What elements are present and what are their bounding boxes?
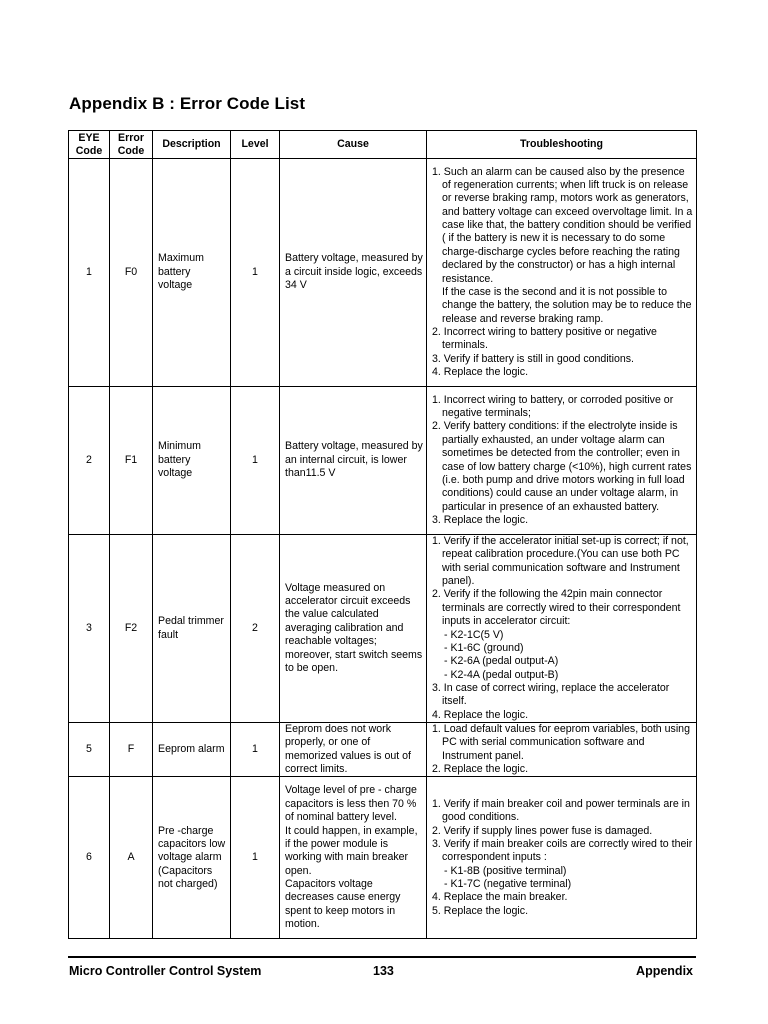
troubleshooting-list <box>432 535 693 722</box>
troubleshooting-list <box>432 166 693 380</box>
troubleshooting-step <box>432 514 693 527</box>
troubleshooting-cell <box>427 723 697 777</box>
table-row <box>69 777 697 939</box>
step-text: Verify if battery is still in good conditions. <box>443 352 634 365</box>
troubleshooting-list <box>432 394 693 527</box>
error-code-table <box>68 130 697 939</box>
troubleshooting-step <box>432 763 693 776</box>
step-text: Such an alarm can be caused also by the presence of regeneration currents; when lift truck is on release or reverse braking ramp, motors work as generators, and battery voltage can exceed overvoltage limit. In a case like that, the battery condition should be verified ( if the battery is new it is necessary to do some charge-discharge cycles before reaching the rating declared by the constructor) or has a high internal resistance. <box>442 165 693 285</box>
table-row <box>69 387 697 535</box>
error-code-cell: F <box>110 723 153 777</box>
step-text: Replace the logic. <box>443 513 529 526</box>
step-text: In case of correct wiring, replace the accelerator itself. <box>442 681 670 708</box>
step-number: 2. <box>432 420 441 433</box>
level-cell: 1 <box>231 387 280 535</box>
step-number: 2. <box>432 588 441 601</box>
troubleshooting-step <box>432 905 693 918</box>
step-text: Incorrect wiring to battery positive or negative terminals. <box>442 325 657 352</box>
step-text: Replace the logic. <box>443 763 529 776</box>
troubleshooting-cell <box>427 159 697 387</box>
level-cell: 1 <box>231 777 280 939</box>
step-number: 4. <box>432 365 441 378</box>
step-text: Replace the main breaker. <box>443 891 568 904</box>
step-text: Replace the logic. <box>443 904 529 917</box>
terminal-item: - K2-4A (pedal output-B) <box>444 668 559 681</box>
footer-section-name: Appendix <box>636 964 693 978</box>
page-title: Appendix B : Error Code List <box>69 94 306 113</box>
step-number: 2. <box>432 763 441 776</box>
error-code-cell: F0 <box>110 159 153 387</box>
step-text: Verify if main breaker coil and power terminals are in good conditions. <box>442 797 690 824</box>
step-number: 3. <box>432 513 441 526</box>
step-text: Verify battery conditions: if the electrolyte inside is partially exhausted, an under voltage alarm can sometimes be detected from the controller; even in case of low battery charge (<10%), high current rates (i.e. both pump and drive motors working in full load conditions) could cause an under voltage alarm, in particular in presence of an exhausted battery. <box>442 420 692 513</box>
column-header-description: Description <box>153 131 231 159</box>
footer-divider <box>68 956 696 958</box>
column-header-error-code: Error Code <box>110 131 153 159</box>
terminal-item: - K1-8B (positive terminal) <box>444 864 567 877</box>
step-number: 1. <box>432 797 441 810</box>
troubleshooting-list <box>432 723 693 776</box>
troubleshooting-cell <box>427 777 697 939</box>
step-continuation: If the case is the second and it is not possible to change the battery, the solution may be to reduce the release and reverse braking ramp. <box>442 285 692 325</box>
troubleshooting-step <box>432 838 693 891</box>
step-number: 1. <box>432 393 441 406</box>
troubleshooting-step <box>432 420 693 513</box>
troubleshooting-step <box>432 798 693 825</box>
step-text: Load default values for eeprom variables, both using PC with serial communication software and Instrument panel. <box>442 723 690 762</box>
step-text: Verify if supply lines power fuse is damaged. <box>443 824 653 837</box>
level-cell: 1 <box>231 723 280 777</box>
description-cell: Eeprom alarm <box>153 723 231 777</box>
cause-cell: Voltage measured on accelerator circuit exceeds the value calculated averaging calibration and reachable voltages; moreover, start switch seems to be open. <box>280 535 427 723</box>
cause-cell: Voltage level of pre - charge capacitors is less then 70 % of nominal battery level. It could happen, in example, if the power module is working with main breaker open. Capacitors voltage decreases cause energy spent to keep motors in motion. <box>280 777 427 939</box>
troubleshooting-step <box>432 394 693 421</box>
column-header-cause: Cause <box>280 131 427 159</box>
cause-cell: Battery voltage, measured by an internal circuit, is lower than11.5 V <box>280 387 427 535</box>
table-row <box>69 159 697 387</box>
troubleshooting-step <box>432 588 693 681</box>
step-text: Replace the logic. <box>443 708 529 721</box>
troubleshooting-step <box>432 682 693 709</box>
step-number: 1. <box>432 165 441 178</box>
troubleshooting-step <box>432 353 693 366</box>
troubleshooting-step <box>432 891 693 904</box>
step-text: Incorrect wiring to battery, or corroded positive or negative terminals; <box>442 393 674 420</box>
eye-code-cell: 1 <box>69 159 110 387</box>
step-number: 1. <box>432 535 441 548</box>
eye-code-cell: 2 <box>69 387 110 535</box>
step-text: Verify if the accelerator initial set-up is correct; if not, repeat calibration procedure.(You can use both PC with serial communication software and Instrument panel). <box>442 535 689 588</box>
table-row <box>69 723 697 777</box>
column-header-level: Level <box>231 131 280 159</box>
troubleshooting-cell <box>427 387 697 535</box>
level-cell: 1 <box>231 159 280 387</box>
description-cell: Maximum battery voltage <box>153 159 231 387</box>
step-number: 4. <box>432 708 441 721</box>
footer-document-title: Micro Controller Control System <box>69 964 262 978</box>
level-cell: 2 <box>231 535 280 723</box>
column-header-eye-code: EYE Code <box>69 131 110 159</box>
troubleshooting-cell <box>427 535 697 723</box>
troubleshooting-step <box>432 326 693 353</box>
terminal-item: - K1-7C (negative terminal) <box>444 877 572 890</box>
step-number: 3. <box>432 352 441 365</box>
step-number: 3. <box>432 681 441 694</box>
error-code-cell: F1 <box>110 387 153 535</box>
terminal-item: - K1-6C (ground) <box>444 641 524 654</box>
step-text: Verify if the following the 42pin main connector terminals are correctly wired to their correspondent inputs in accelerator circuit: <box>442 588 681 628</box>
cause-cell: Eeprom does not work properly, or one of memorized values is out of correct limits. <box>280 723 427 777</box>
error-code-cell: F2 <box>110 535 153 723</box>
troubleshooting-step <box>432 825 693 838</box>
cause-cell: Battery voltage, measured by a circuit inside logic, exceeds 34 V <box>280 159 427 387</box>
table-row <box>69 535 697 723</box>
eye-code-cell: 6 <box>69 777 110 939</box>
error-code-cell: A <box>110 777 153 939</box>
troubleshooting-step <box>432 366 693 379</box>
eye-code-cell: 3 <box>69 535 110 723</box>
terminal-item: - K2-6A (pedal output-A) <box>444 655 559 668</box>
table-header-row <box>69 131 697 159</box>
step-text: Replace the logic. <box>443 365 529 378</box>
step-number: 5. <box>432 904 441 917</box>
troubleshooting-step <box>432 709 693 722</box>
eye-code-cell: 5 <box>69 723 110 777</box>
description-cell: Pedal trimmer fault <box>153 535 231 723</box>
terminal-item: - K2-1C(5 V) <box>444 628 504 641</box>
description-cell: Pre -charge capacitors low voltage alarm (Capacitors not charged) <box>153 777 231 939</box>
step-number: 3. <box>432 837 441 850</box>
column-header-troubleshooting: Troubleshooting <box>427 131 697 159</box>
step-number: 1. <box>432 723 441 735</box>
step-number: 2. <box>432 325 441 338</box>
step-text: Verify if main breaker coils are correctly wired to their correspondent inputs : <box>442 837 693 864</box>
step-number: 4. <box>432 891 441 904</box>
footer-page-number: 133 <box>373 964 394 978</box>
troubleshooting-step <box>432 166 693 326</box>
troubleshooting-step <box>432 723 693 763</box>
troubleshooting-step <box>432 535 693 588</box>
description-cell: Minimum battery voltage <box>153 387 231 535</box>
troubleshooting-list <box>432 798 693 918</box>
step-number: 2. <box>432 824 441 837</box>
